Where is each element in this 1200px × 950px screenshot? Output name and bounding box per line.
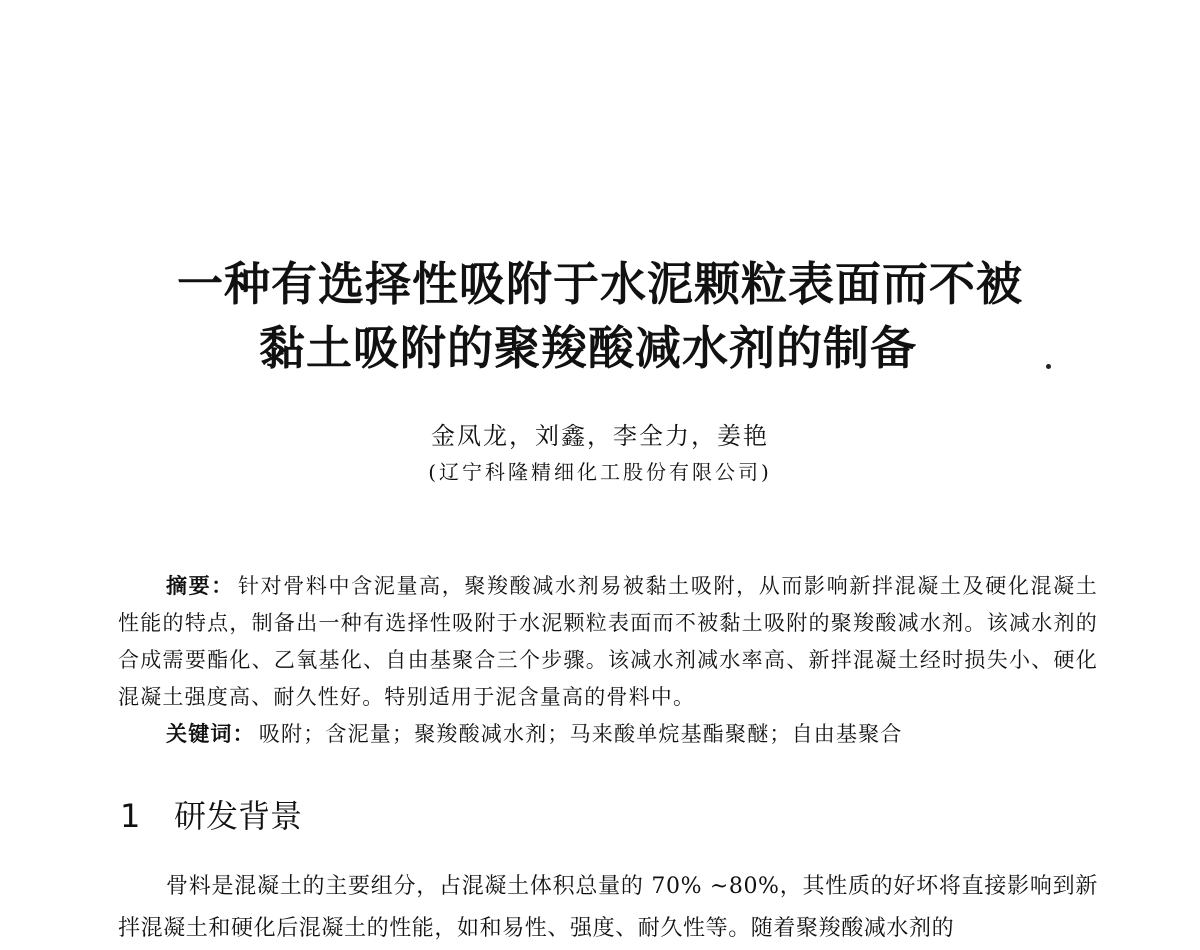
author-affiliation: (辽宁科隆精细化工股份有限公司) [428,460,772,484]
paper-title-line-2: 黏土吸附的聚羧酸减水剂的制备 [259,321,917,375]
abstract-paragraph [118,568,1098,716]
keywords-text: 吸附；含泥量；聚羧酸减水剂；马来酸单烷基酯聚醚；自由基聚合 [258,722,903,746]
section-title: 研发背景 [174,797,303,835]
author-list: 金凤龙，刘鑫，李全力，姜艳 [431,422,769,450]
abstract-text: 针对骨料中含泥量高，聚羧酸减水剂易被黏土吸附，从而影响新拌混凝土及硬化混凝土性能的特点，制备出一种有选择性吸附于水泥颗粒表面而不被黏土吸附的聚羧酸减水剂。该减水剂的合成需要酯化、乙氧基化、自由基聚合三个步骤。该减水剂减水率高、新拌混凝土经时损失小、硬化混凝土强度高、耐久性好。特别适用于泥含量高的骨料中。 [118,574,1098,709]
keywords-paragraph [166,716,1096,753]
keywords-label: 关键词： [166,722,255,746]
section-number: 1 [120,797,141,835]
body-paragraph: 骨料是混凝土的主要组分，占混凝土体积总量的 70% ~80%，其性质的好坏将直接影响到新拌混凝土和硬化后混凝土的性能，如和易性、强度、耐久性等。随着聚羧酸减水剂的 [118,874,1098,941]
paper-title-line-1: 一种有选择性吸附于水泥颗粒表面而不被 [177,257,1023,311]
scan-speck [1046,364,1051,369]
abstract-label: 摘要： [166,574,234,598]
section-heading [120,794,302,838]
